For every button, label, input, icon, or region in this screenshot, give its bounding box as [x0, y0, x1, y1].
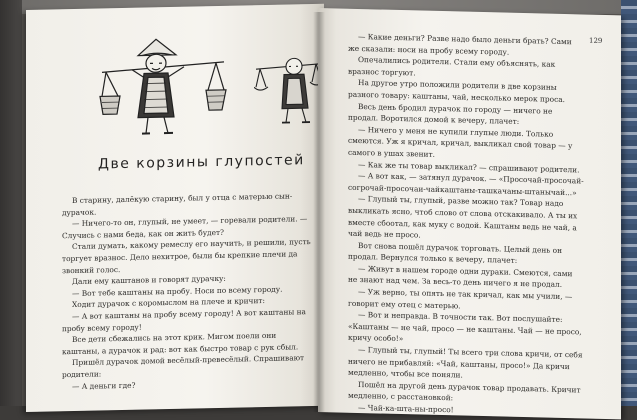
- paragraph: — А деньги где?: [72, 380, 136, 391]
- left-page: [26, 4, 324, 412]
- paragraph: — Какие деньги? Разве надо было деньги брать? Сами же сказали: носи на пробу всему городу.: [348, 31, 572, 57]
- paragraph: — А вот каштаны на пробу всему городу! А вот каштаны на пробу всему городу!: [62, 307, 306, 333]
- story-title: Две корзины глупостей: [98, 152, 305, 173]
- paragraph: — Вот тебе каштаны на пробу. Носи по всему городу.: [72, 284, 283, 298]
- left-page-text: [62, 190, 312, 392]
- paragraph: На другое утро положили родители в две корзины разного товару: каштаны, чай, несколько мерок проса.: [348, 78, 565, 105]
- paragraph: — Ничего-то он, глупый, не умеет, — горевали родители. — Случись с нами беда, как он жить будет?: [62, 214, 308, 241]
- paragraph: Весь день бродил дурачок по городу — ничего не продал. Воротился домой к вечеру, плачет:: [348, 101, 553, 127]
- page-number: 129: [589, 36, 603, 45]
- right-page-text: [348, 31, 584, 419]
- paragraph: Все дети сбежались на этот крик. Мигом поели они каштаны, а дурачок и рад: вот как быстро товар с рук сбыл.: [62, 330, 299, 356]
- paragraph: — Живут в нашем городе одни дураки. Смеются, сами не знают над чем. За весь-то день ничего я не продал.: [348, 263, 573, 290]
- paragraph: — А вот как, — затянул дурачок. — «Просочай-просочай-согрочай-просочаи-чайкаштаны-ташкачаны-штанычай...»: [348, 171, 584, 198]
- paragraph: — Как же ты товар выкликал? — спрашивают родители.: [358, 159, 580, 174]
- paragraph: Ходит дурачок с коромыслом на плече и кричит:: [72, 296, 265, 310]
- paragraph: Пошёл на другой день дурачок товар продавать. Кричит медленно, с расстановкой:: [348, 379, 581, 403]
- paragraph: — Глупый ты, глупый, разве можно так? Товар надо выкликать ясно, чтоб слово от слова отскакивало. А ты их вместе сбоотал, как муку с водой. Каштаны ведь не чай, а чай ведь не просо.: [348, 194, 578, 240]
- right-page: [318, 8, 621, 419]
- fool-with-baskets-illustration: [98, 32, 228, 143]
- paragraph: Дали ему каштанов и говорят дурачку:: [72, 273, 226, 287]
- paragraph: — Уж верно, ты опять не так кричал, как мы учили, — говорит ему отец с матерью.: [348, 287, 573, 311]
- book-gutter: [313, 12, 325, 412]
- paragraph: — Глупый ты, глупый! Ты всего три слова кричи, от себя ничего не прибавляй: «Чай, каштаны, просо!» Да кричи медленно, чтобы все поняли.: [348, 345, 583, 380]
- paragraph: Пришёл дурачок домой весёлый-превесёлый. Спрашивают родители:: [62, 353, 305, 380]
- paragraph: Вот снова пошёл дурачок торговать. Целый день он продал. Вернулся только к вечеру, плачет:: [348, 240, 562, 266]
- paragraph: Стали думать, какому ремеслу его научить, и решили, пусть торгует вразнос. Дело нехитрое, были бы крепкие плечи да звонкий голос.: [62, 237, 311, 275]
- paragraph: — Вот и неправда. В точности так. Вот послушайте: «Каштаны — не чай, просо — не каштаны. Чай — не просо, кричу особо!»: [348, 310, 582, 344]
- paragraph: Опечалились родители. Стали ему объяснять, как вразнос торгуют.: [348, 55, 556, 78]
- paragraph: В старину, далёкую старину, был у отца с матерью сын-дурачок.: [62, 191, 293, 217]
- paragraph: — Чай-ка-шта-ны-просо!: [358, 402, 454, 415]
- paragraph: — Ничего у меня не купили глупые люди. Только смеются. Уж я кричал, кричал, выкликал свой товар — у самого в ушах звенит.: [348, 124, 573, 159]
